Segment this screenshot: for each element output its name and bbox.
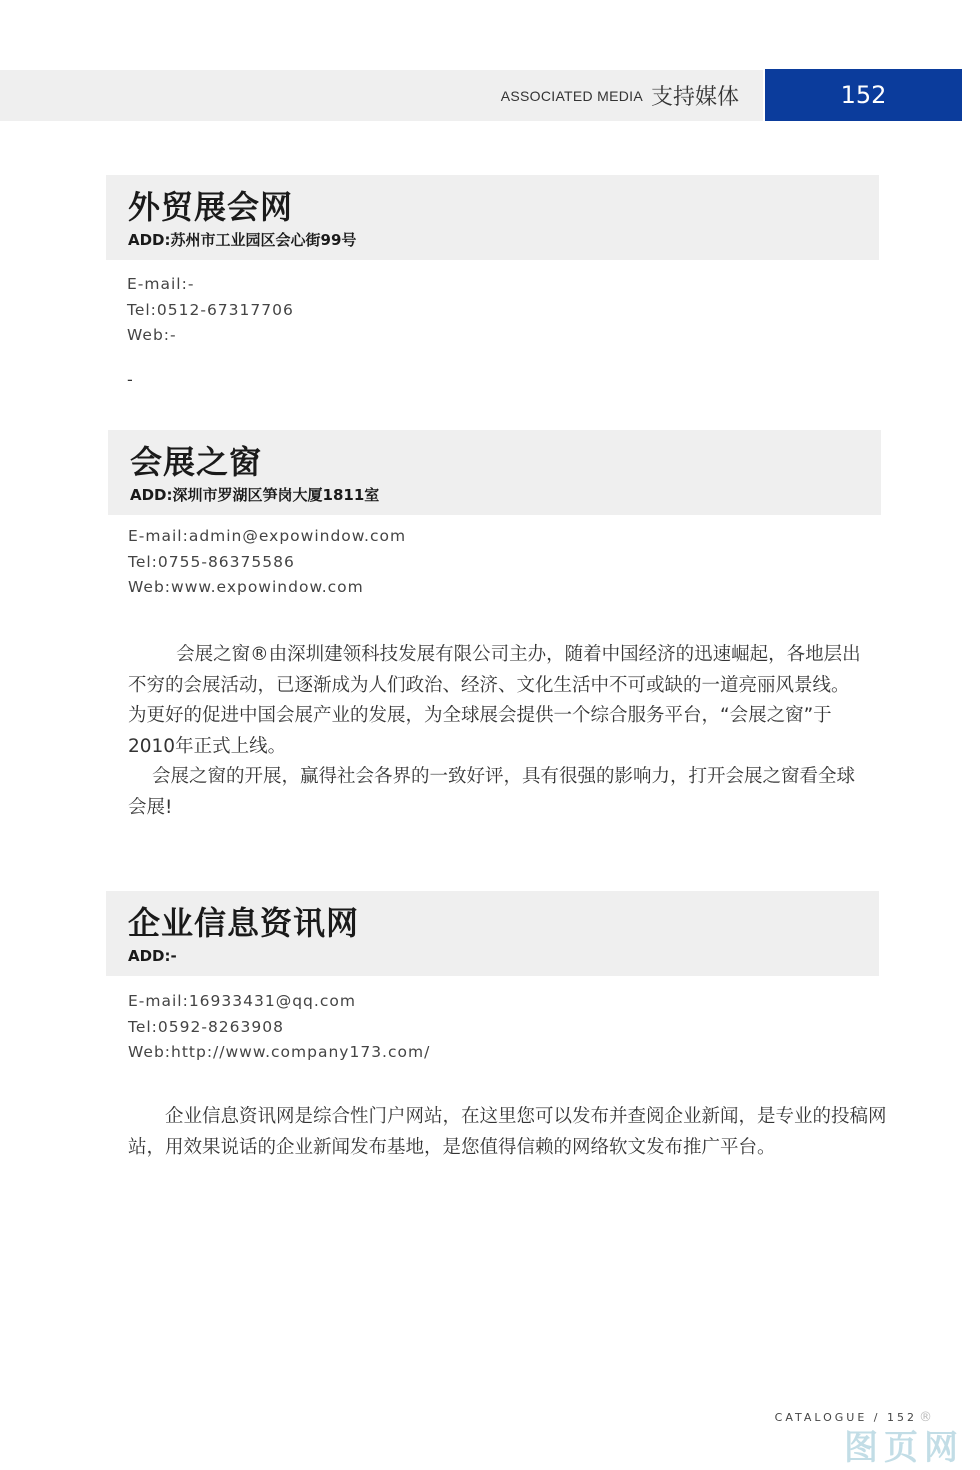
entry-contacts <box>128 524 406 601</box>
entry-name: 会展之窗 <box>130 443 263 481</box>
entry-email: E-mail:16933431@qq.com <box>128 992 356 1010</box>
registered-mark: ® <box>919 1410 932 1425</box>
entry-contacts <box>127 272 294 349</box>
entry-description <box>128 1102 888 1163</box>
entry-email: E-mail:admin@expowindow.com <box>128 527 407 545</box>
description-paragraph: 会展之窗®由深圳建领科技发展有限公司主办，随着中国经济的迅速崛起，各地层出不穷的会展活动，已逐渐成为人们政治、经济、文化生活中不可或缺的一道亮丽风景线。为更好的促进中国会展产业的发展，为全球展会提供一个综合服务平台，“会展之窗”于2010年正式上线。 <box>128 644 861 757</box>
entry-tel: Tel:0592-8263908 <box>128 1017 284 1036</box>
entry-address: ADD:- <box>128 947 177 965</box>
page-number-box <box>765 69 962 121</box>
entry-card-header <box>106 891 879 976</box>
entry-contacts <box>128 989 430 1066</box>
entry-name: 外贸展会网 <box>128 188 294 226</box>
footer-catalogue-text: CATALOGUE / 152 <box>774 1411 917 1424</box>
entry-web: Web:- <box>127 326 177 344</box>
page-number: 152 <box>840 81 887 109</box>
entry-web: Web:www.expowindow.com <box>128 578 364 596</box>
section-title <box>501 70 739 121</box>
entry-tel: Tel:0755-86375586 <box>128 552 295 571</box>
entry-description-placeholder: - <box>127 370 133 389</box>
entry-name: 企业信息资讯网 <box>128 904 360 942</box>
entry-address: ADD:深圳市罗湖区笋岗大厦1811室 <box>130 486 380 504</box>
entry-web: Web:http://www.company173.com/ <box>128 1043 431 1061</box>
entry-email: E-mail:- <box>127 275 195 293</box>
entry-card-header <box>108 430 881 515</box>
watermark: 图页网 <box>844 1428 964 1468</box>
entry-address: ADD:苏州市工业园区会心街99号 <box>128 231 357 249</box>
description-paragraph: 会展之窗的开展，赢得社会各界的一致好评，具有很强的影响力，打开会展之窗看全球会展! <box>128 766 856 818</box>
entry-tel: Tel:0512-67317706 <box>127 300 294 319</box>
section-title-en: ASSOCIATED MEDIA <box>500 87 643 104</box>
entry-card-header <box>106 175 879 260</box>
section-title-zh: 支持媒体 <box>650 85 739 110</box>
entry-description <box>128 640 863 823</box>
description-paragraph: 企业信息资讯网是综合性门户网站，在这里您可以发布并查阅企业新闻，是专业的投稿网站，用效果说话的企业新闻发布基地，是您值得信赖的网络软文发布推广平台。 <box>128 1106 887 1158</box>
